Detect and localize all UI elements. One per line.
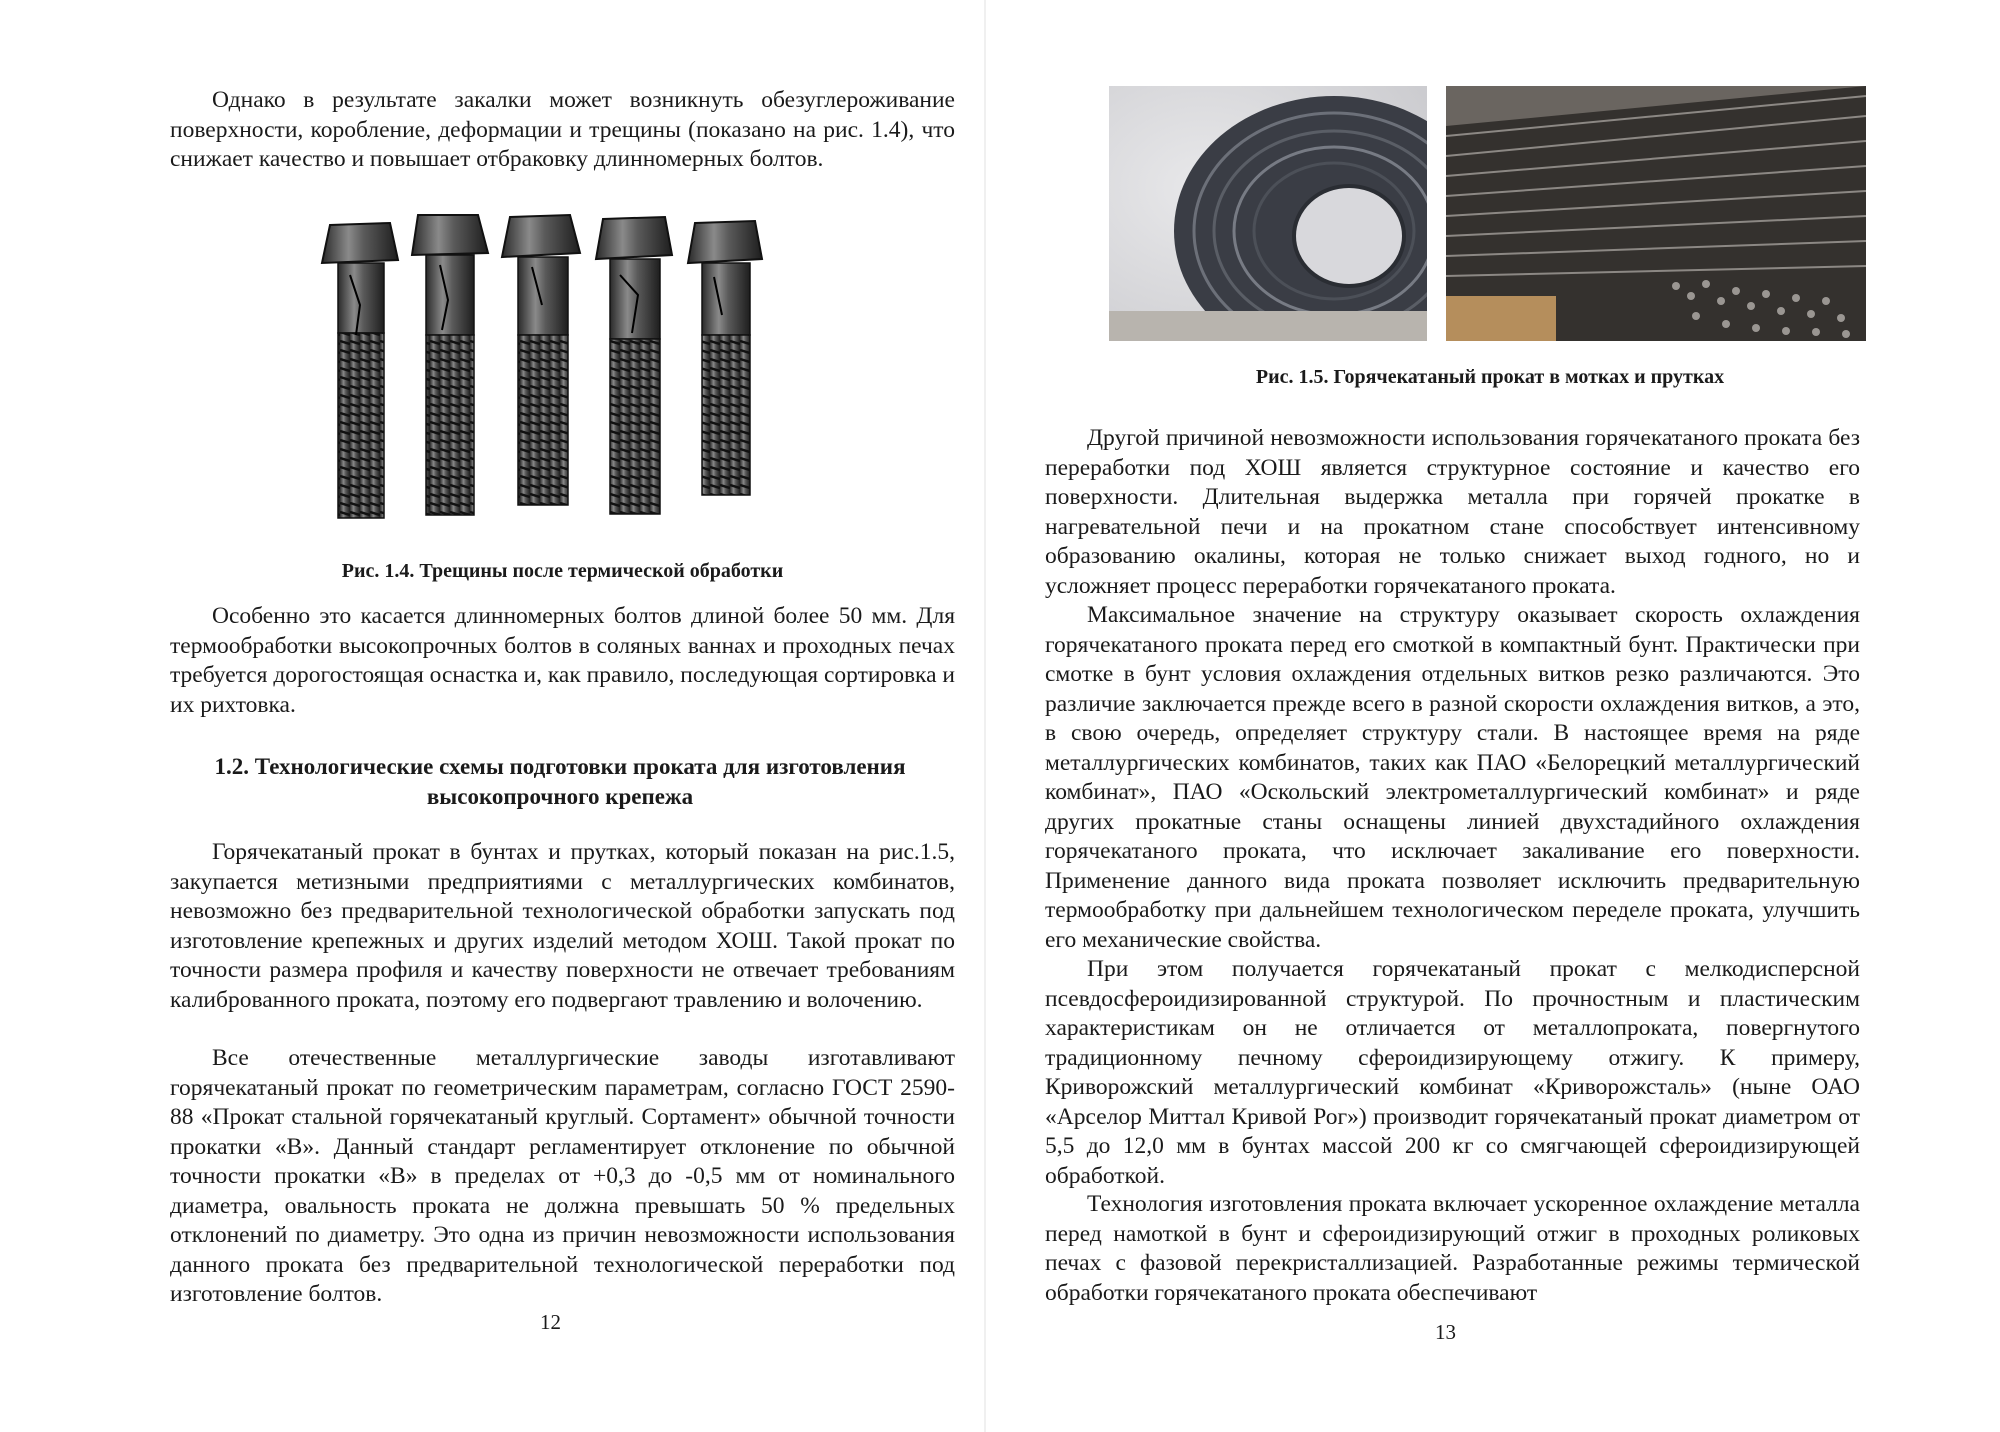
section-heading-line-2: высокопрочного крепежа: [426, 784, 694, 809]
figure-1-4-caption: Рис. 1.4. Трещины после термической обработки: [341, 560, 784, 582]
left-paragraph-3: Горячекатаный прокат в бунтах и прутках, который показан на рис.1.5, закупается метизными предприятиями с металлургических комбинатов, невозможно без предварительной технологической обработки запускать под изготовление крепежных и других изделий методом ХОШ. Такой прокат по точности размера профиля и качеству поверхности не отвечает требованиям калиброванного проката, поэтому его подвергают травлению и волочению.: [170, 839, 955, 1013]
figure-1-5-caption: Рис. 1.5. Горячекатаный прокат в мотках и прутках: [1255, 366, 1725, 388]
right-page-number: 13: [1435, 1320, 1456, 1344]
bolt-4: [596, 217, 672, 514]
left-page: [0, 0, 985, 1432]
bolt-3: [502, 215, 580, 505]
bolts-figure: [320, 205, 800, 535]
right-paragraph-2: Максимальное значение на структуру оказывает скорость охлаждения горячекатаного проката перед его смоткой в компактный бунт. Практически при смотке в бунт условия охлаждения отдельных витков резко различаются. Это различие заключается прежде всего в разной скорости охлаждения витков, а это, в свою очередь, определяет структуру стали. В настоящее время на ряде металлургических комбинатов, таких как ПАО «Белорецкий металлургический комбинат», ПАО «Оскольский электрометаллургический комбинат» и ряде других прокатные станы оснащены линией двухстадийного охлаждения горячекатаного проката, что исключает закаливание его поверхности. Применение данного вида проката позволяет исключить предварительную термообработку при дальнейшем технологическом переделе проката, улучшить его механические свойства.: [1045, 602, 1860, 953]
section-heading: [150, 752, 970, 812]
right-paragraph-4: Технология изготовления проката включает ускоренное охлаждение металла перед намоткой в бунт и сфероидизирующий отжиг в проходных роликовых печах с фазовой перекристаллизацией. Разработанные режимы термической обработки горячекатаного проката обеспечивают: [1045, 1191, 1860, 1306]
bolt-1: [322, 223, 398, 518]
left-paragraph-2: Особенно это касается длинномерных болтов длиной более 50 мм. Для термообработки высокопрочных болтов в соляных ваннах и проходных печах требуется дорогостоящая оснастка и, как правило, последующая сортировка и их рихтовка.: [170, 603, 955, 718]
section-heading-line-1: 1.2. Технологические схемы подготовки проката для изготовления: [214, 754, 906, 779]
left-paragraph-4: Все отечественные металлургические заводы изготавливают горячекатаный прокат по геометрическим параметрам, согласно ГОСТ 2590-88 «Прокат стальной горячекатаный круглый. Сортамент» обычной точности прокатки «В». Данный стандарт регламентирует отклонение по обычной точности прокатки «В» в пределах от +0,3 до -0,5 мм от номинального диаметра, овальность проката не должна превышать 50 % предельных отклонений по диаметру. Это одна из причин невозможности использования данного проката без предварительной технологической переработки под изготовление болтов.: [170, 1045, 955, 1307]
bolt-2: [412, 215, 488, 515]
steel-bars-photo: [1446, 86, 1866, 341]
right-paragraph-1: Другой причиной невозможности использования горячекатаного проката без переработки под ХОШ является структурное состояние и качество его поверхности. Длительная выдержка металла при горячей прокатке в нагревательной печи и на прокатном стане способствует интенсивному образованию окалины, которая не только снижает выход годного, но и усложняет процесс переработки горячекатаного проката.: [1045, 425, 1860, 599]
left-page-number: 12: [540, 1310, 561, 1334]
right-page: [985, 0, 2000, 1432]
right-paragraph-3: При этом получается горячекатаный прокат с мелкодисперсной псевдосфероидизированной структурой. По прочностным и пластическим характеристикам он не отличается от металлопроката, повергнутого традиционному печному сфероидизирующему отжигу. К примеру, Криворожский металлургический комбинат «Криворожсталь» (ныне ОАО «Арселор Миттал Кривой Рог») производит горячекатаный прокат диаметром от 5,5 до 12,0 мм в бунтах массой 200 кг со смягчающей сфероидизирующей обработкой.: [1045, 956, 1860, 1189]
wire-coil-photo: [1109, 86, 1427, 341]
left-paragraph-1: Однако в результате закалки может возникнуть обезуглероживание поверхности, коробление, деформации и трещины (показано на рис. 1.4), что снижает качество и повышает отбраковку длинномерных болтов.: [170, 87, 955, 172]
bolt-5: [688, 221, 762, 495]
